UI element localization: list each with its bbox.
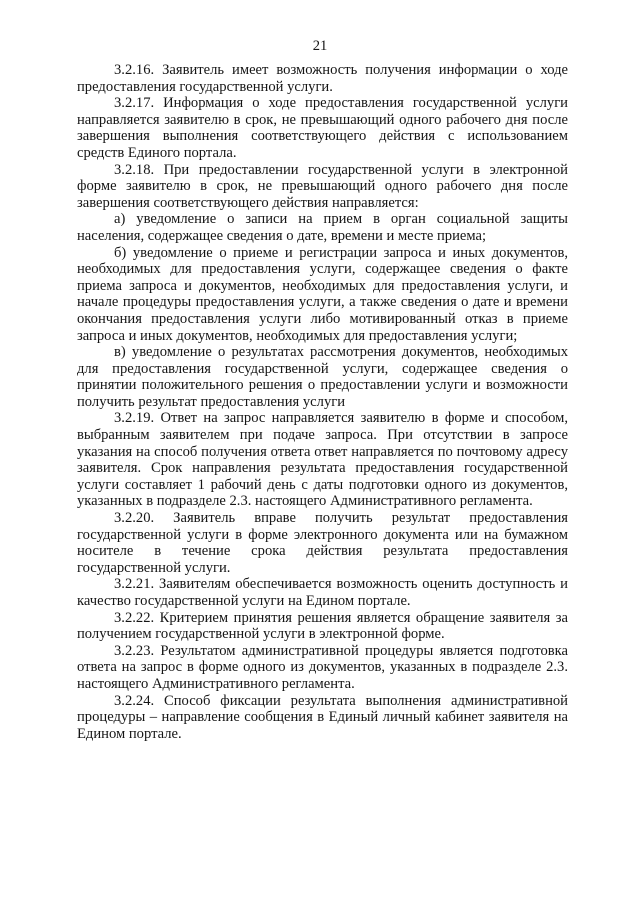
page-number: 21 [312, 38, 328, 54]
paragraph-3-2-22: 3.2.22. Критерием принятия решения является обращение заявителя за получением государственной услуги в электронной форме. [77, 609, 568, 643]
paragraph-3-2-16: 3.2.16. Заявитель имеет возможность получения информации о ходе предоставления государственной услуги. [77, 62, 568, 95]
paragraph-3-2-17: 3.2.17. Информация о ходе предоставления государственной услуги направляется заявителю в срок, не превышающий одного рабочего дня после завершения выполнения соответствующего действия с использованием средств Единого портала. [77, 95, 568, 161]
list-item-a: а) уведомление о записи на прием в орган социальной защиты населения, содержащее сведения о дате, времени и месте приема; [77, 211, 568, 244]
paragraph-3-2-19: 3.2.19. Ответ на запрос направляется заявителю в форме и способом, выбранным заявителем при подаче запроса. При отсутствии в запросе указания на способ получения ответа ответ направляется по почтовому адресу заявителя. Срок направления результата предоставления государственной услуги составляет 1 рабочий день с даты подготовки одного из документов, указанных в подразделе 2.3. настоящего Административного регламента. [77, 410, 568, 510]
paragraph-3-2-23: 3.2.23. Результатом административной процедуры является подготовка ответа на запрос в форме одного из документов, указанных в подразделе 2.3. настоящего Административного регламента. [77, 642, 568, 692]
document-body [77, 62, 568, 742]
paragraph-3-2-21: 3.2.21. Заявителям обеспечивается возможность оценить доступность и качество государственной услуги на Едином портале. [77, 576, 568, 609]
list-item-b: б) уведомление о приеме и регистрации запроса и иных документов, необходимых для предоставления услуги, содержащее сведения о факте приема запроса и документов, необходимых для предоставления услуги, и начале процедуры предоставления услуги, а также сведения о дате и времени окончания предоставления услуги либо мотивированный отказ в приеме запроса и иных документов, необходимых для предоставления услуги; [77, 244, 568, 344]
paragraph-3-2-18: 3.2.18. При предоставлении государственной услуги в электронной форме заявителю в срок, не превышающий одного рабочего дня после завершения соответствующего действия направляется: [77, 161, 568, 211]
list-item-v: в) уведомление о результатах рассмотрения документов, необходимых для предоставления государственной услуги, содержащее сведения о принятии положительного решения о предоставлении услуги и возможности получить результат предоставления услуги [77, 344, 568, 410]
paragraph-3-2-20: 3.2.20. Заявитель вправе получить результат предоставления государственной услуги в форме электронного документа или на бумажном носителе в течение срока действия результата предоставления государственной услуги. [77, 510, 568, 576]
paragraph-3-2-24: 3.2.24. Способ фиксации результата выполнения административной процедуры – направление сообщения в Единый личный кабинет заявителя на Едином портале. [77, 692, 568, 742]
